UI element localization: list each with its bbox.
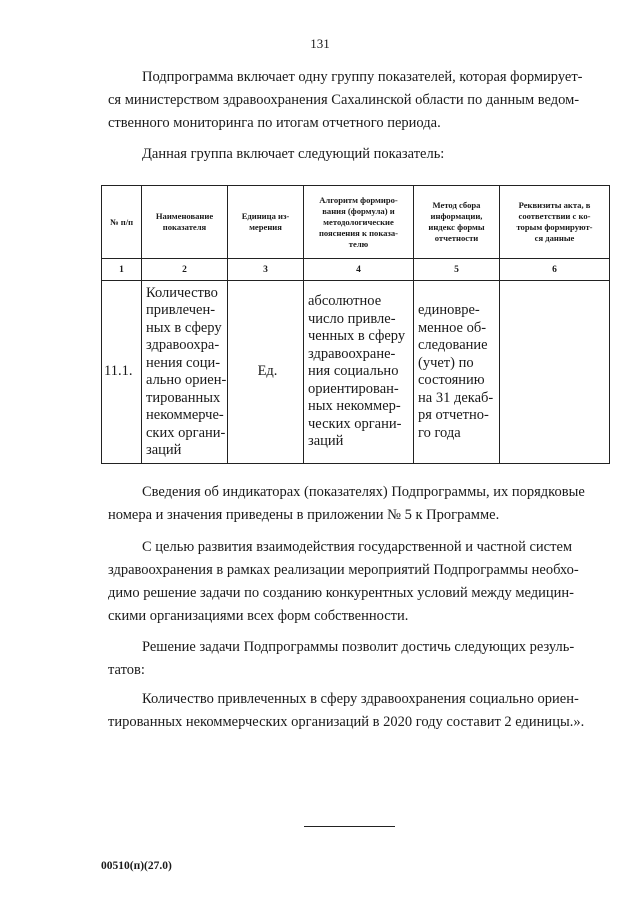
- requisites-cell: [500, 281, 610, 464]
- cell-line: го года: [418, 424, 461, 441]
- intro-line: ственного мониторинга по итогам отчетного периода.: [108, 115, 441, 131]
- cell-line: число привле-: [308, 310, 396, 327]
- column-number-cell: 4: [304, 259, 414, 281]
- header-line: соответствии с ко-: [518, 211, 591, 221]
- header-line: информации,: [430, 211, 483, 221]
- header-cell-algorithm: [304, 186, 414, 259]
- cell-line: некоммерче-: [146, 407, 224, 423]
- cell-line: ально ориен-: [146, 372, 227, 388]
- header-line: ся данные: [534, 233, 575, 243]
- cell-line: здравоохра-: [146, 337, 220, 353]
- table-row: [102, 281, 610, 464]
- cell-line: ных в сферу: [146, 319, 222, 336]
- header-line: отчетности: [434, 233, 479, 243]
- page-number: 131: [310, 36, 330, 51]
- cooperation-line: димо решение задачи по созданию конкурентных условий между медицин-: [108, 585, 574, 601]
- separator-rule: [304, 826, 395, 827]
- header-cell-number: [102, 186, 142, 259]
- intro-line: Подпрограмма включает одну группу показателей, которая формирует-: [142, 69, 583, 85]
- header-line: методологические: [323, 216, 394, 227]
- header-line: пояснения к показа-: [318, 227, 399, 238]
- algorithm-cell: [304, 281, 414, 464]
- cell-line: менное об-: [418, 319, 487, 336]
- cooperation-paragraph: [108, 536, 604, 628]
- results-line: татов:: [108, 662, 145, 678]
- column-number-cell: 2: [142, 259, 228, 281]
- cell-line: ческих органи-: [308, 415, 402, 432]
- cell-line: здравоохране-: [308, 345, 396, 362]
- intro-paragraph: [108, 66, 604, 135]
- method-cell: [414, 281, 500, 464]
- cooperation-line: здравоохранения в рамках реализации мероприятий Подпрограммы необхо-: [108, 562, 579, 578]
- header-line: Алгоритм формиро-: [319, 194, 398, 205]
- row-number-cell: [102, 281, 142, 464]
- cell-line: Количество: [146, 284, 218, 301]
- cell-line: ря отчетно-: [418, 407, 489, 423]
- header-line: показателя: [162, 222, 207, 232]
- cell-line: (учет) по: [418, 354, 474, 371]
- header-line: мерения: [249, 222, 282, 232]
- header-line: вания (формула) и: [322, 205, 395, 216]
- cell-line: привлечен-: [146, 302, 216, 318]
- cell-line: заций: [146, 442, 182, 458]
- header-line: Наименование: [155, 211, 214, 221]
- indicators-paragraph: [108, 481, 604, 527]
- cell-line: тированных: [146, 389, 221, 406]
- column-number-cell: 1: [102, 259, 142, 281]
- header-line: Метод сбора: [432, 200, 481, 210]
- cell-line: ния социально: [308, 363, 399, 380]
- header-cell-requisites: [500, 186, 610, 259]
- cooperation-line: скими организациями всех форм собственности.: [108, 608, 409, 624]
- table-header-row: [102, 186, 610, 259]
- quantity-line: тированных некоммерческих организаций в 2020 году составит 2 единицы.».: [108, 714, 585, 730]
- header-cell-name: [142, 186, 228, 259]
- cell-line: следование: [418, 337, 488, 353]
- indicator-table: [101, 185, 610, 464]
- cell-line: ченных в сферу: [308, 328, 406, 345]
- header-line: № п/п: [109, 216, 134, 227]
- intro2-paragraph: [108, 143, 604, 166]
- cell-line: единовре-: [418, 302, 480, 318]
- cell-line: ных некоммер-: [308, 398, 401, 415]
- unit-cell: [228, 281, 304, 464]
- column-number-cell: 5: [414, 259, 500, 281]
- cooperation-line: С целью развития взаимодействия государственной и частной систем: [142, 539, 573, 555]
- cell-line: на 31 декаб-: [418, 389, 494, 406]
- cell-line: Ед.: [257, 363, 278, 380]
- intro-line: ся министерством здравоохранения Сахалинской области по данным ведом-: [108, 92, 580, 108]
- cell-line: ских органи-: [146, 424, 226, 441]
- intro2-line: Данная группа включает следующий показатель:: [142, 146, 445, 162]
- document-code: 00510(п)(27.0): [101, 860, 172, 872]
- cell-line: абсолютное: [308, 293, 382, 310]
- header-line: телю: [348, 238, 369, 249]
- column-number-cell: 3: [228, 259, 304, 281]
- header-line: Реквизиты акта, в: [518, 200, 591, 210]
- results-line: Решение задачи Подпрограммы позволит достичь следующих резуль-: [142, 639, 575, 655]
- table-column-number-row: [102, 259, 610, 281]
- quantity-paragraph: [108, 688, 604, 734]
- cell-line: состоянию: [418, 372, 485, 388]
- header-cell-method: [414, 186, 500, 259]
- results-paragraph: [108, 636, 604, 682]
- header-cell-unit: [228, 186, 304, 259]
- column-number-cell: 6: [500, 259, 610, 281]
- header-line: Единица из-: [241, 211, 290, 221]
- cell-line: заций: [308, 433, 344, 450]
- indicator-name-cell: [142, 281, 228, 464]
- indicators-line: номера и значения приведены в приложении № 5 к Программе.: [108, 507, 500, 523]
- cell-line: 11.1.: [104, 363, 133, 380]
- cell-line: нения соци-: [146, 354, 221, 371]
- cell-line: ориентирован-: [308, 380, 399, 397]
- indicators-line: Сведения об индикаторах (показателях) Подпрограммы, их порядковые: [142, 484, 585, 500]
- quantity-line: Количество привлеченных в сферу здравоохранения социально ориен-: [142, 691, 579, 707]
- header-line: индекс формы: [428, 222, 485, 232]
- header-line: торым формируют-: [516, 222, 593, 232]
